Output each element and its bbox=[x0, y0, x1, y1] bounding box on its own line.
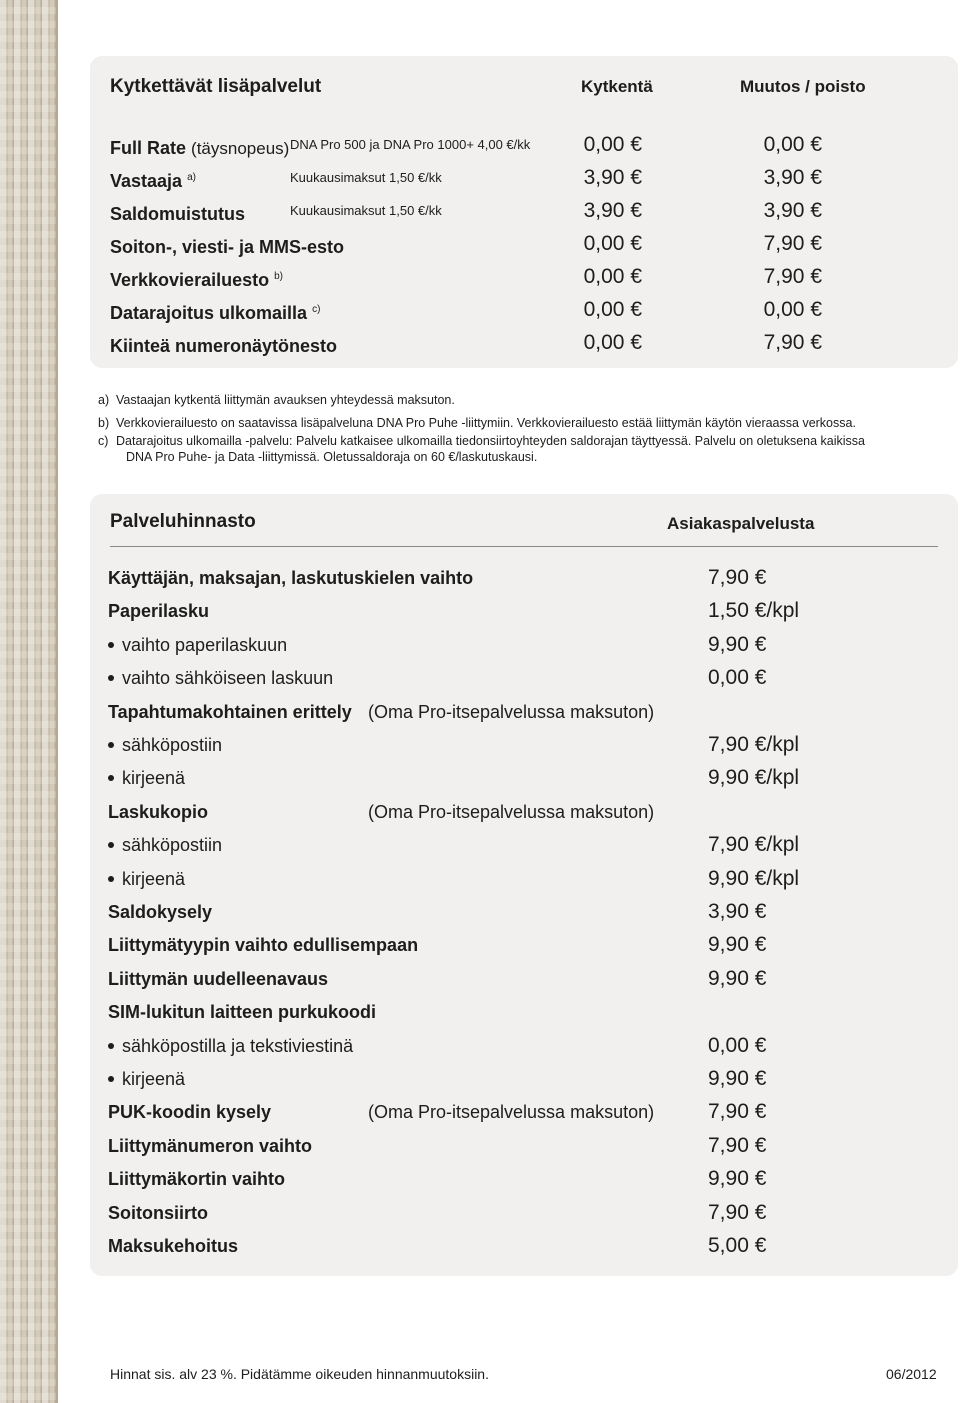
addon-name: Full Rate bbox=[110, 138, 187, 158]
addon-row bbox=[110, 328, 860, 358]
addon-label bbox=[110, 262, 283, 296]
footnote-key: b) bbox=[98, 416, 110, 430]
addon-name-extra: (täysnopeus) bbox=[191, 139, 290, 158]
connect-price: 0,00 € bbox=[583, 331, 642, 354]
service-remark: (Oma Pro-itsepalvelussa maksuton) bbox=[368, 1102, 655, 1123]
service-label: PUK-koodin kysely bbox=[108, 1102, 272, 1123]
col-change-header: Muutos / poisto bbox=[740, 77, 866, 96]
service-price: 7,90 € bbox=[708, 1200, 767, 1224]
service-label: Liittymän uudelleenavaus bbox=[108, 968, 329, 989]
connect-price: 0,00 € bbox=[583, 298, 642, 321]
service-price: 9,90 € bbox=[708, 1167, 767, 1191]
service-label: Liittymätyypin vaihto edullisempaan bbox=[108, 935, 419, 956]
footnote-text-continued: DNA Pro Puhe- ja Data -liittymissä. Oletussaldoraja on 60 €/laskutuskausi. bbox=[126, 450, 538, 464]
service-subitem bbox=[108, 663, 808, 693]
service-label: Maksukehoitus bbox=[108, 1236, 239, 1256]
addon-label bbox=[110, 328, 337, 362]
service-row bbox=[108, 1231, 808, 1261]
service-price: 0,00 € bbox=[708, 666, 767, 690]
col-price-header: Asiakaspalvelusta bbox=[667, 514, 815, 533]
service-price: 5,00 € bbox=[708, 1234, 767, 1257]
addon-label bbox=[110, 295, 320, 329]
service-row bbox=[108, 797, 808, 827]
service-label: kirjeenä bbox=[108, 864, 185, 894]
addon-label bbox=[110, 196, 245, 230]
footnote-marker: a) bbox=[187, 172, 196, 183]
services-title: Palveluhinnasto bbox=[110, 511, 256, 532]
service-label: vaihto sähköiseen laskuun bbox=[108, 663, 333, 693]
change-price: 7,90 € bbox=[763, 331, 822, 354]
service-label: SIM-lukitun laitteen purkukoodi bbox=[108, 1002, 377, 1023]
addon-note: Kuukausimaksut 1,50 €/kk bbox=[290, 203, 442, 218]
service-subitem bbox=[108, 864, 808, 894]
service-price: 9,90 € bbox=[708, 933, 767, 957]
addon-row bbox=[110, 295, 860, 325]
service-row bbox=[108, 563, 808, 593]
footnote-text: Vastaajan kytkentä liittymän avauksen yhteydessä maksuton. bbox=[116, 393, 455, 407]
addon-name: Soiton-, viesti- ja MMS-esto bbox=[110, 237, 345, 257]
divider bbox=[110, 546, 938, 547]
service-row bbox=[108, 697, 808, 727]
addon-row bbox=[110, 262, 860, 292]
service-price: 7,90 €/kpl bbox=[708, 733, 800, 756]
service-label: Saldokysely bbox=[108, 902, 213, 922]
service-row bbox=[108, 997, 808, 1027]
addon-name: Verkkovierailuesto bbox=[110, 270, 270, 290]
service-price: 9,90 €/kpl bbox=[708, 866, 800, 890]
addon-row bbox=[110, 229, 860, 259]
connect-price: 3,90 € bbox=[583, 199, 642, 222]
footnote bbox=[98, 392, 455, 408]
addon-name: Datarajoitus ulkomailla bbox=[110, 303, 308, 323]
service-subitem bbox=[108, 630, 808, 660]
footnote-marker: c) bbox=[312, 304, 321, 315]
footnote-key: a) bbox=[98, 393, 110, 407]
service-price: 9,90 € bbox=[708, 1067, 767, 1090]
addon-row bbox=[110, 130, 860, 160]
service-price: 1,50 €/kpl bbox=[708, 599, 800, 623]
service-label: sähköpostiin bbox=[108, 730, 222, 760]
service-subitem bbox=[108, 830, 808, 860]
price-note: Hinnat sis. alv 23 %. Pidätämme oikeuden hinnanmuutoksiin. bbox=[110, 1366, 489, 1382]
service-label: vaihto paperilaskuun bbox=[108, 630, 287, 660]
footnote-marker: b) bbox=[274, 271, 284, 282]
addon-note: Kuukausimaksut 1,50 €/kk bbox=[290, 170, 442, 185]
addon-label bbox=[110, 229, 344, 263]
service-price: 9,90 €/kpl bbox=[708, 766, 800, 790]
service-subitem bbox=[108, 730, 808, 760]
addon-name: Kiinteä numeronäytönesto bbox=[110, 336, 338, 356]
service-label: sähköpostiin bbox=[108, 830, 222, 860]
service-row bbox=[108, 596, 808, 626]
service-label: Soitonsiirto bbox=[108, 1202, 208, 1223]
service-price: 9,90 € bbox=[708, 966, 767, 990]
change-price: 3,90 € bbox=[763, 199, 822, 222]
service-label: Tapahtumakohtainen erittely bbox=[108, 701, 352, 722]
addon-label bbox=[110, 130, 289, 164]
footnote bbox=[98, 415, 856, 431]
service-subitem bbox=[108, 763, 808, 793]
addons-title: Kytkettävät lisäpalvelut bbox=[110, 76, 322, 97]
service-row bbox=[108, 964, 808, 994]
service-price: 9,90 € bbox=[708, 632, 767, 656]
connect-price: 0,00 € bbox=[583, 265, 642, 288]
change-price: 3,90 € bbox=[763, 166, 822, 189]
footnote-text: Datarajoitus ulkomailla -palvelu: Palvelu katkaisee ulkomailla tiedonsiirtoyhteyden saldorajan täyttyessä. Palvelu on oletuksena kaikissa bbox=[116, 434, 866, 448]
service-price: 7,90 € bbox=[708, 566, 767, 589]
service-row bbox=[108, 1164, 808, 1194]
service-subitem bbox=[108, 1031, 808, 1061]
footnote-key: c) bbox=[98, 434, 109, 448]
connect-price: 3,90 € bbox=[583, 166, 642, 189]
service-label: sähköpostilla ja tekstiviestinä bbox=[108, 1031, 353, 1061]
footnote-text: Verkkovierailuesto on saatavissa lisäpalveluna DNA Pro Puhe -liittymiin. Verkkovierailuesto estää liittymän käytön vieraassa verkossa. bbox=[116, 416, 856, 430]
addon-note: DNA Pro 500 ja DNA Pro 1000+ 4,00 €/kk bbox=[290, 137, 531, 152]
service-remark: (Oma Pro-itsepalvelussa maksuton) bbox=[368, 801, 655, 822]
connect-price: 0,00 € bbox=[583, 232, 642, 255]
service-label: Laskukopio bbox=[108, 801, 209, 822]
service-label: kirjeenä bbox=[108, 1064, 185, 1094]
service-price: 7,90 € bbox=[708, 1100, 767, 1124]
addon-row bbox=[110, 196, 860, 226]
col-connect-header: Kytkentä bbox=[581, 77, 653, 96]
change-price: 7,90 € bbox=[763, 265, 822, 288]
service-row bbox=[108, 1097, 808, 1127]
service-row bbox=[108, 930, 808, 960]
decorative-side-strip bbox=[0, 0, 58, 1403]
service-remark: (Oma Pro-itsepalvelussa maksuton) bbox=[368, 701, 655, 722]
service-row bbox=[108, 1198, 808, 1228]
service-label: Liittymänumeron vaihto bbox=[108, 1135, 313, 1156]
addon-row bbox=[110, 163, 860, 193]
service-label: kirjeenä bbox=[108, 763, 185, 793]
service-row bbox=[108, 1131, 808, 1161]
service-label: Liittymäkortin vaihto bbox=[108, 1169, 286, 1190]
document-date: 06/2012 bbox=[886, 1366, 937, 1382]
service-price: 7,90 €/kpl bbox=[708, 833, 800, 857]
service-price: 0,00 € bbox=[708, 1033, 767, 1057]
change-price: 0,00 € bbox=[763, 298, 822, 321]
service-row bbox=[108, 897, 808, 927]
service-price: 3,90 € bbox=[708, 900, 767, 923]
change-price: 0,00 € bbox=[763, 133, 822, 156]
addon-label bbox=[110, 163, 196, 197]
addon-name: Vastaaja bbox=[110, 171, 183, 191]
addon-name: Saldomuistutus bbox=[110, 204, 246, 224]
connect-price: 0,00 € bbox=[583, 133, 642, 156]
change-price: 7,90 € bbox=[763, 232, 822, 255]
service-label: Käyttäjän, maksajan, laskutuskielen vaihto bbox=[108, 568, 474, 588]
footnote bbox=[98, 433, 865, 465]
service-label: Paperilasku bbox=[108, 601, 210, 622]
service-price: 7,90 € bbox=[708, 1133, 767, 1157]
service-subitem bbox=[108, 1064, 808, 1094]
